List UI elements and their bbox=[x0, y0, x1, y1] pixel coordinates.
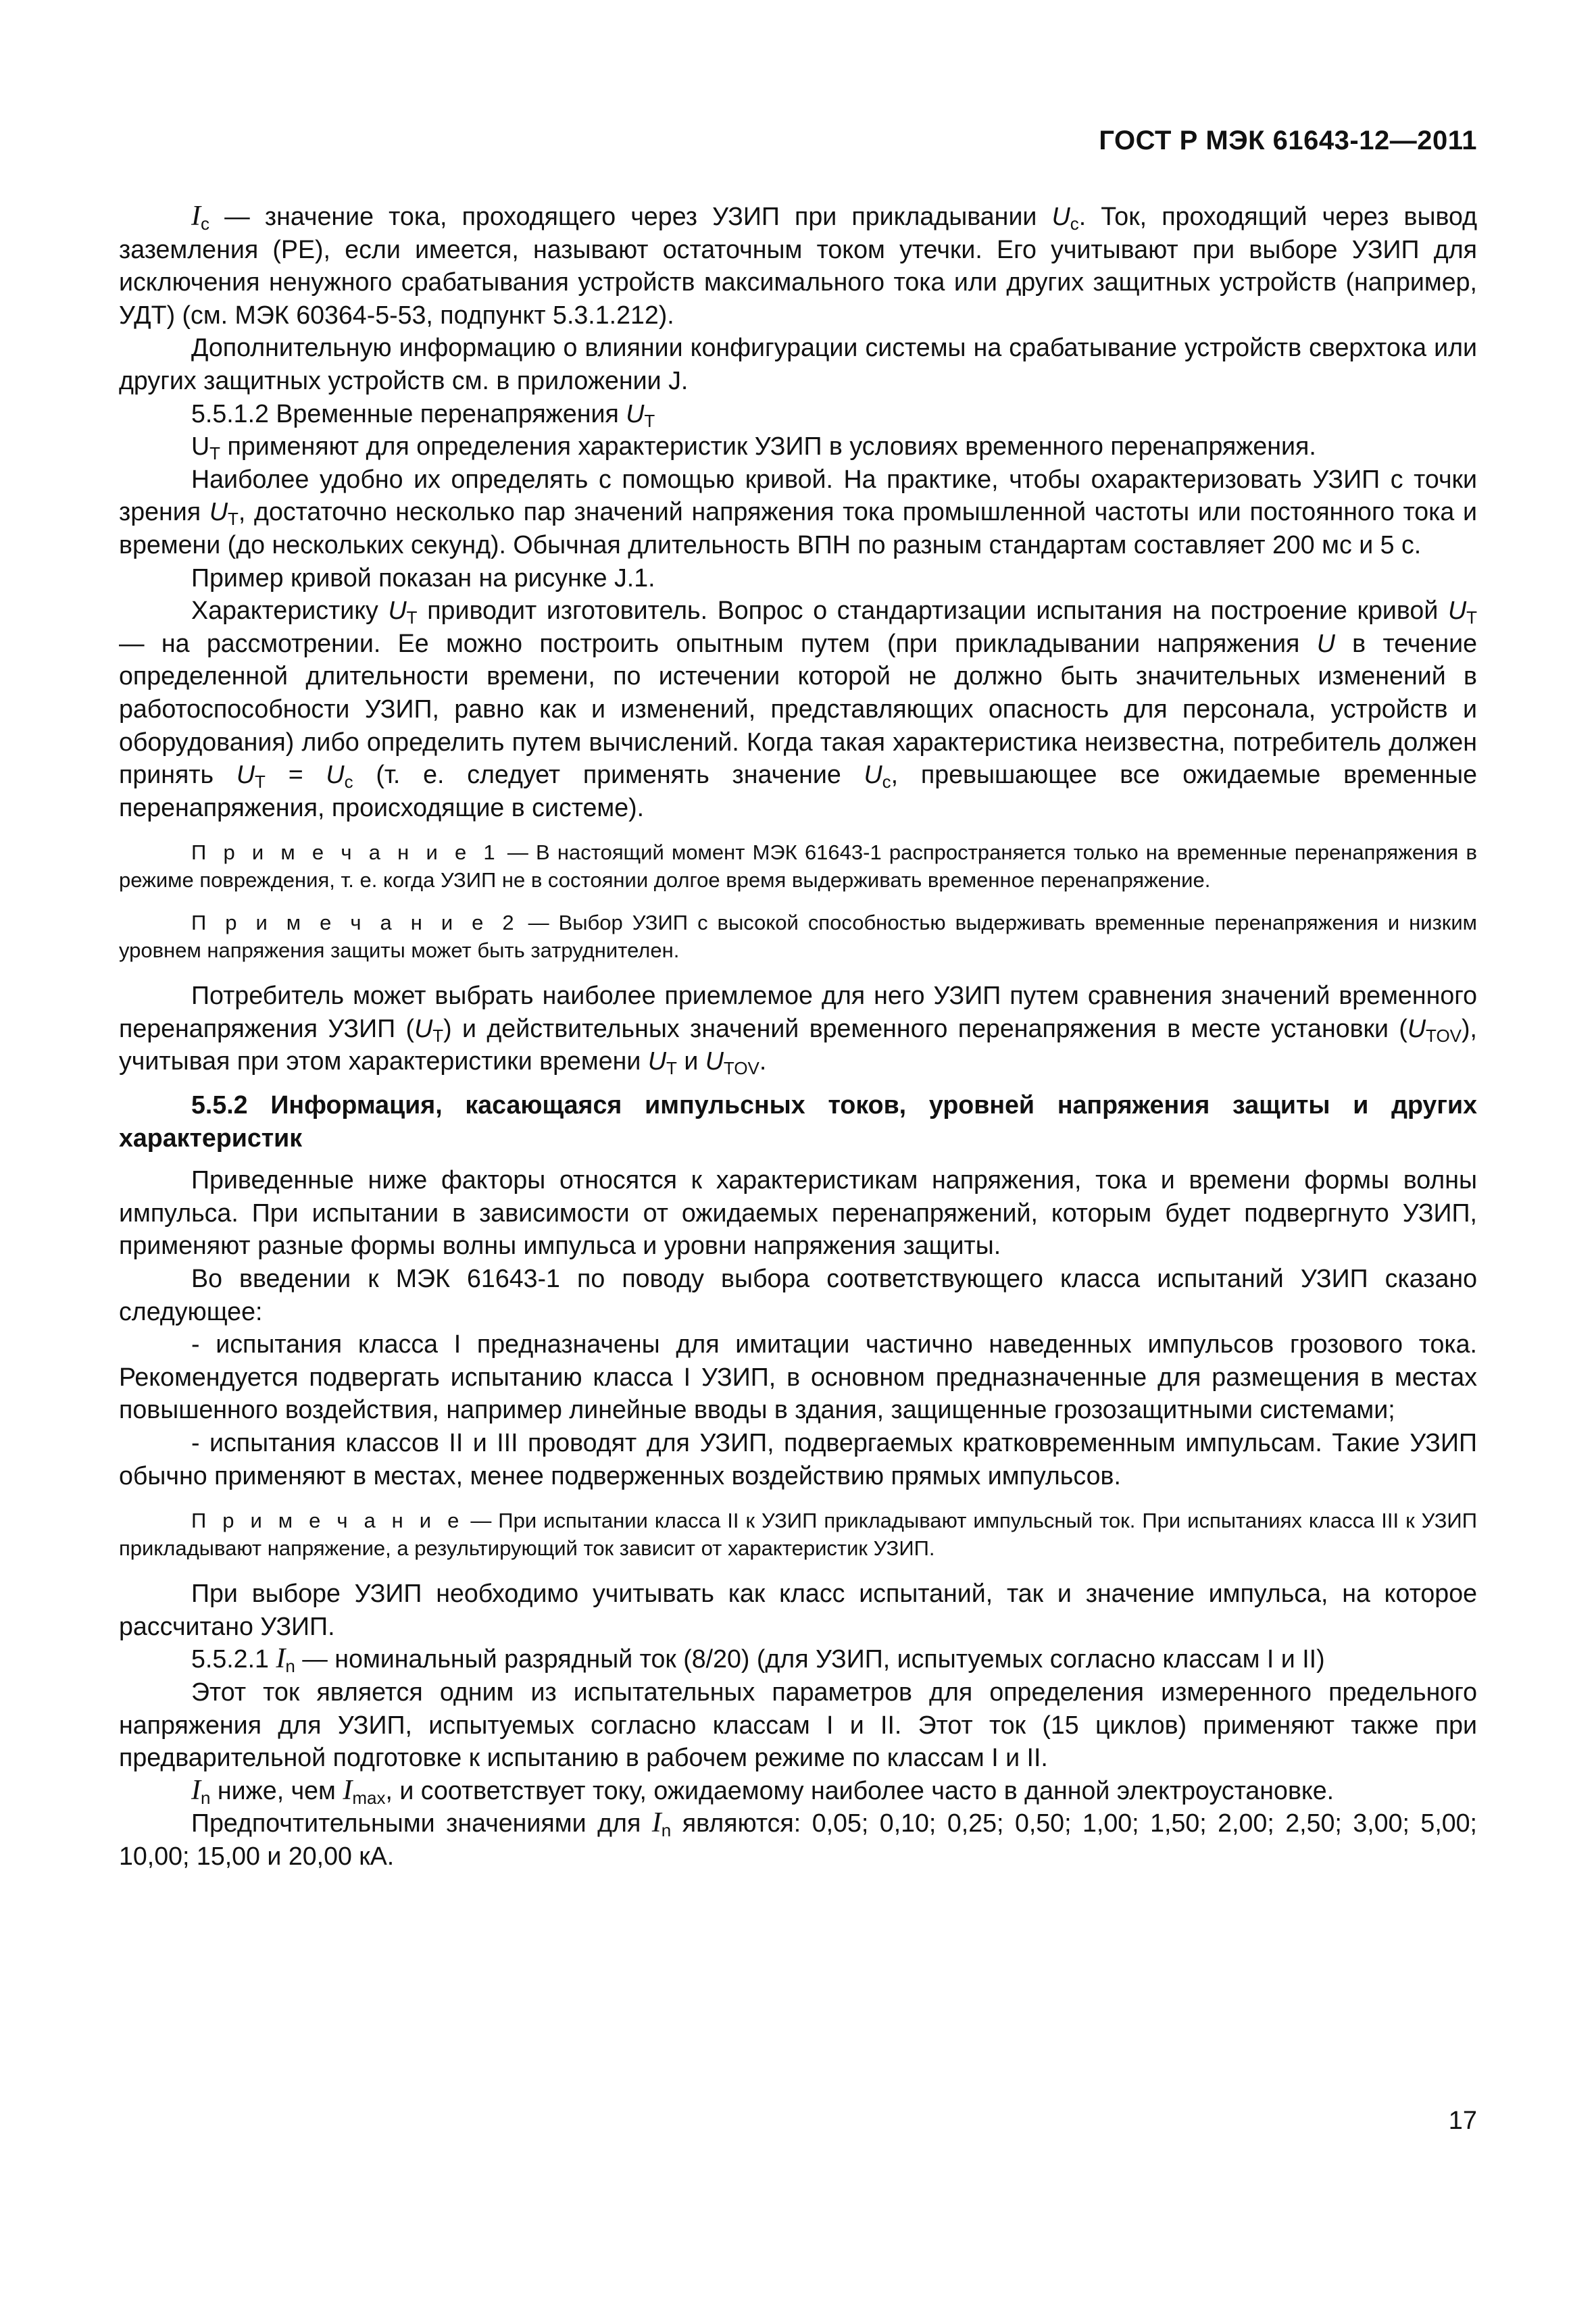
symbol-subscript: T bbox=[432, 1025, 444, 1046]
symbol-u: U bbox=[1051, 202, 1070, 230]
symbol-subscript: c bbox=[882, 772, 891, 793]
text-run: — номинальный разрядный ток (8/20) (для УЗИП, испытуемых согласно классам I и II) bbox=[295, 1644, 1325, 1674]
symbol-subscript: n bbox=[201, 1787, 211, 1808]
note-text: — В настоящий момент МЭК 61643-1 распространяется только на временные перенапряжения в режиме повреждения, т. е. когда УЗИП не в состоянии долгое время выдерживать временное перенапряжение. bbox=[119, 840, 1477, 892]
note-3 bbox=[119, 1507, 1477, 1562]
text-run: и bbox=[676, 1047, 705, 1076]
symbol-u: U bbox=[236, 760, 255, 789]
symbol-i: I bbox=[651, 1807, 662, 1839]
symbol-subscript: T bbox=[209, 443, 221, 464]
text-run: Характеристику bbox=[191, 596, 389, 625]
note-label: П р и м е ч а н и е bbox=[191, 1509, 464, 1533]
paragraph-consumer-choice bbox=[119, 979, 1477, 1078]
subsection-5-5-1-2-title bbox=[119, 397, 1477, 430]
text-run: — на рассмотрении. Ее можно построить опытным путем (при прикладывании напряжения bbox=[119, 628, 1317, 657]
symbol-u: U bbox=[191, 432, 210, 461]
paragraph-test-parameter: Этот ток является одним из испытательных параметров для определения измеренного предельного напряжения для УЗИП, испытуемых согласно классам I и II. Этот ток (15 циклов) применяют также при предварительной подготовке к испытанию в рабочем режиме по классам I и II. bbox=[119, 1677, 1477, 1772]
text-run: , превышающее все ожидаемые временные перенапряжения, происходящие в системе). bbox=[119, 760, 1478, 822]
symbol-subscript: c bbox=[344, 772, 353, 793]
symbol-subscript: c bbox=[201, 213, 209, 234]
subsection-5-5-2-1-title bbox=[119, 1642, 1477, 1676]
text-run: Наиболее удобно их определять с помощью кривой. На практике, чтобы охарактеризовать УЗИП с точки зрения bbox=[119, 464, 1477, 526]
note-2 bbox=[119, 909, 1477, 964]
symbol-u: U bbox=[414, 1013, 433, 1042]
symbol-subscript: T bbox=[227, 509, 239, 530]
note-text: — При испытании класса II к УЗИП прикладывают импульсный ток. При испытаниях класса III к УЗИП прикладывают напряжение, а результирующий ток зависит от характеристик УЗИП. bbox=[119, 1509, 1477, 1561]
text-run: в течение определенной длительности времени, по истечении которой не должно быть значительных изменений в работоспособности УЗИП, равно как и изменений, представляющих опасность для персонала, устройств и оборудования) либо определить путем вычислений. Когда такая характеристика неизвестна, потребитель должен принять bbox=[119, 628, 1478, 789]
text-run: 5.5.1.2 Временные перенапряжения bbox=[191, 399, 626, 428]
symbol-u: U bbox=[647, 1047, 666, 1076]
symbol-subscript: T bbox=[406, 607, 418, 628]
symbol-u: U bbox=[864, 760, 882, 789]
symbol-u: U bbox=[626, 399, 645, 428]
symbol-i: I bbox=[276, 1643, 286, 1675]
symbol-u: U bbox=[388, 596, 407, 625]
symbol-subscript: TOV bbox=[1426, 1025, 1462, 1046]
text-run: , и соответствует току, ожидаемому наиболее часто в данной электроустановке. bbox=[385, 1776, 1335, 1805]
text-run: применяют для определения характеристик УЗИП в условиях временного перенапряжения. bbox=[220, 432, 1316, 461]
text-run: Предпочтительными значениями для bbox=[191, 1809, 652, 1838]
section-5-5-2-heading: 5.5.2 Информация, касающаяся импульсных токов, уровней напряжения защиты и других характеристик bbox=[119, 1090, 1477, 1152]
symbol-u: U bbox=[1407, 1013, 1426, 1042]
text-run: ниже, чем bbox=[210, 1776, 343, 1805]
text-run: , достаточно несколько пар значений напряжения тока промышленной частоты или постоянного тока и времени (до нескольких секунд). Обычная длительность ВПН по разным стандартам составляет 200 мс и 5 с. bbox=[119, 497, 1477, 559]
symbol-u: U bbox=[326, 760, 345, 789]
paragraph-ut-usage bbox=[119, 430, 1477, 463]
note-text: — Выбор УЗИП с высокой способностью выдерживать временные перенапряжения и низким уровнем напряжения защиты может быть затруднителен. bbox=[119, 911, 1477, 963]
note-label: П р и м е ч а н и е 2 bbox=[191, 911, 519, 935]
symbol-u: U bbox=[209, 497, 228, 526]
document-page bbox=[119, 0, 1477, 2314]
symbol-subscript: T bbox=[666, 1058, 677, 1079]
paragraph-curve-example: Пример кривой показан на рисунке J.1. bbox=[191, 563, 655, 592]
paragraph-ic-definition bbox=[119, 200, 1477, 331]
text-run: (т. е. следует применять значение bbox=[353, 760, 864, 789]
list-item-class-1: - испытания класса I предназначены для имитации частично наведенных импульсов грозового тока. Рекомендуется подвергать испытанию класса I УЗИП, в основном предназначенные для размещения в местах повышенного воздействия, например линейные вводы в здания, защищенные грозозащитными системами; bbox=[119, 1330, 1477, 1424]
text-run: ), учитывая при этом характеристики времени bbox=[119, 1013, 1477, 1076]
list-item-class-2-3: - испытания классов II и III проводят для УЗИП, подвергаемых кратковременным импульсам. Такие УЗИП обычно применяют в местах, менее подверженных воздействию прямых импульсов. bbox=[119, 1428, 1477, 1490]
paragraph-introduction: Во введении к МЭК 61643-1 по поводу выбора соответствующего класса испытаний УЗИП сказано следующее: bbox=[119, 1264, 1477, 1326]
paragraph-ut-characteristic bbox=[119, 594, 1477, 824]
symbol-subscript: n bbox=[661, 1820, 672, 1841]
paragraph-factors: Приведенные ниже факторы относятся к характеристикам напряжения, тока и времени формы волны импульса. При испытании в зависимости от ожидаемых перенапряжений, которым будет подвергнуто УЗИП, применяют разные формы волны импульса и уровни напряжения защиты. bbox=[119, 1165, 1477, 1260]
text-run: . bbox=[759, 1047, 767, 1076]
text-run: = bbox=[265, 760, 326, 789]
paragraph-curve-definition bbox=[119, 463, 1477, 561]
text-run: 5.5.2.1 bbox=[191, 1644, 276, 1674]
page-number: 17 bbox=[1448, 2107, 1477, 2135]
document-header: ГОСТ Р МЭК 61643-12—2011 bbox=[1099, 126, 1477, 155]
symbol-subscript: c bbox=[1070, 213, 1079, 234]
symbol-u: U bbox=[1447, 596, 1467, 625]
text-run: ) и действительных значений временного перенапряжения в месте установки ( bbox=[443, 1013, 1407, 1042]
paragraph-selection: При выборе УЗИП необходимо учитывать как класс испытаний, так и значение импульса, на которое рассчитано УЗИП. bbox=[119, 1579, 1477, 1640]
text-run: . Ток, проходящий через вывод заземления (PE), если имеется, называют остаточным током утечки. Его учитывают при выборе УЗИП для исключения ненужного срабатывания устройств максимального тока или других защитных устройств (например, УДТ) (см. МЭК 60364-5-53, подпункт 5.3.1.212). bbox=[119, 202, 1477, 329]
symbol-i: I bbox=[343, 1774, 353, 1806]
symbol-subscript: T bbox=[644, 410, 655, 431]
symbol-i: I bbox=[191, 201, 201, 232]
text-run: являются: 0,05; 0,10; 0,25; 0,50; 1,00; 1,50; 2,00; 2,50; 3,00; 5,00; 10,00; 15,00 и 20,00 кА. bbox=[119, 1809, 1477, 1870]
paragraph-additional-info: Дополнительную информацию о влиянии конфигурации системы на срабатывание устройств сверхтока или других защитных устройств см. в приложении J. bbox=[119, 333, 1477, 395]
note-1 bbox=[119, 838, 1477, 894]
symbol-u: U bbox=[705, 1047, 724, 1076]
symbol-subscript: T bbox=[255, 772, 266, 793]
document-body bbox=[119, 200, 1477, 1873]
text-run: Потребитель может выбрать наиболее приемлемое для него УЗИП путем сравнения значений временного перенапряжения УЗИП ( bbox=[119, 981, 1477, 1042]
paragraph-in-vs-imax bbox=[119, 1774, 1477, 1807]
note-label: П р и м е ч а н и е 1 bbox=[191, 840, 500, 865]
symbol-subscript: TOV bbox=[723, 1058, 759, 1079]
symbol-i: I bbox=[191, 1774, 201, 1806]
text-run: — значение тока, проходящего через УЗИП при прикладывании bbox=[209, 202, 1052, 230]
text-run: приводит изготовитель. Вопрос о стандартизации испытания на построение кривой bbox=[417, 596, 1448, 625]
symbol-subscript: max bbox=[352, 1787, 386, 1808]
symbol-u: U bbox=[1316, 628, 1335, 657]
symbol-subscript: n bbox=[285, 1656, 295, 1677]
paragraph-preferred-values bbox=[119, 1807, 1477, 1872]
symbol-subscript: T bbox=[1466, 607, 1477, 628]
